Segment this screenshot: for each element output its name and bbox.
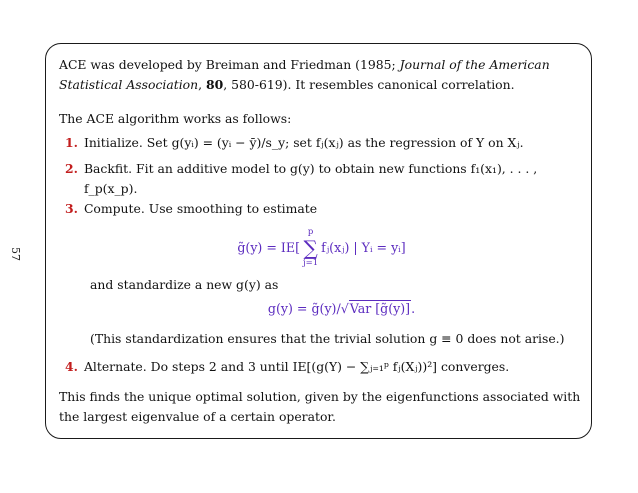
formula-expectation: [59, 227, 584, 269]
formula-end: .: [411, 301, 416, 316]
standardize-text: and standardize a new g(y) as: [90, 277, 279, 292]
math-inline: IE[(g(Y) − ∑ⱼ₌₁ᵖ fⱼ(Xⱼ))²]: [292, 359, 438, 374]
math-inline: f₁(x₁), . . . , f_p(x_p): [83, 161, 538, 196]
math-inline: g(yᵢ) = (yᵢ − ȳ)/s_y: [171, 135, 286, 150]
formula-standardize: [99, 299, 584, 319]
standardization-note: (This standardization ensures that the trivial solution g ≡ 0 does not arise.): [90, 331, 565, 346]
intro-text: ACE was developed by Breiman and Friedman (1985;: [59, 57, 400, 72]
sum-upper-limit: p: [307, 227, 314, 237]
algorithm-intro: The ACE algorithm works as follows:: [59, 111, 292, 126]
journal-volume: 80: [206, 77, 224, 92]
step-4: [59, 357, 584, 383]
sum-lower-limit: j=1: [303, 258, 319, 268]
step-text: Initialize. Set g(yᵢ) = (yᵢ − ȳ)/s_y; set fⱼ(xⱼ) as the regression of Y on Xⱼ.: [83, 135, 524, 150]
step-number: 3.: [65, 201, 78, 216]
sqrt-radicand: Var [g̃(y)]: [349, 301, 411, 316]
step-number: 1.: [65, 135, 78, 150]
formula-rhs: fⱼ(xⱼ) | Yᵢ = yᵢ]: [321, 240, 406, 255]
journal-name: Journal of the American Statistical Association: [59, 57, 550, 92]
slide-content: [59, 55, 584, 427]
math-inline: g(y): [290, 161, 315, 176]
step-number: 2.: [65, 161, 78, 176]
page-number: 57: [9, 247, 22, 261]
step-text: Backfit. Fit an additive model to g(y) to obtain new functions f₁(x₁), . . . , f_p(x_p).: [83, 161, 538, 196]
step-1: [59, 133, 584, 159]
summation: [303, 227, 318, 269]
math-inline: fⱼ(xⱼ): [315, 135, 344, 150]
step-2: [59, 159, 584, 199]
formula-lhs: g̃(y) = IE[: [237, 240, 300, 255]
math-inline: Xⱼ: [507, 135, 520, 150]
closing-paragraph: This finds the unique optimal solution, given by the eigenfunctions associated with the largest eigenvalue of a certain operator.: [59, 389, 581, 424]
sum-sign: ∑: [303, 236, 318, 260]
step-text: Alternate. Do steps 2 and 3 until IE[(g(Y) − ∑ⱼ₌₁ᵖ fⱼ(Xⱼ))²] converges.: [83, 359, 510, 374]
intro-text: ,: [198, 77, 207, 92]
step-text: Compute. Use smoothing to estimate: [83, 201, 318, 216]
intro-paragraph: [59, 55, 584, 95]
step-3: [59, 199, 584, 225]
intro-text: , 580-619). It resembles canonical correlation.: [223, 77, 515, 92]
math-inline: Y: [476, 135, 485, 150]
step-number: 4.: [65, 359, 78, 374]
formula-lhs: g(y) = g̃(y)/√: [267, 301, 349, 316]
